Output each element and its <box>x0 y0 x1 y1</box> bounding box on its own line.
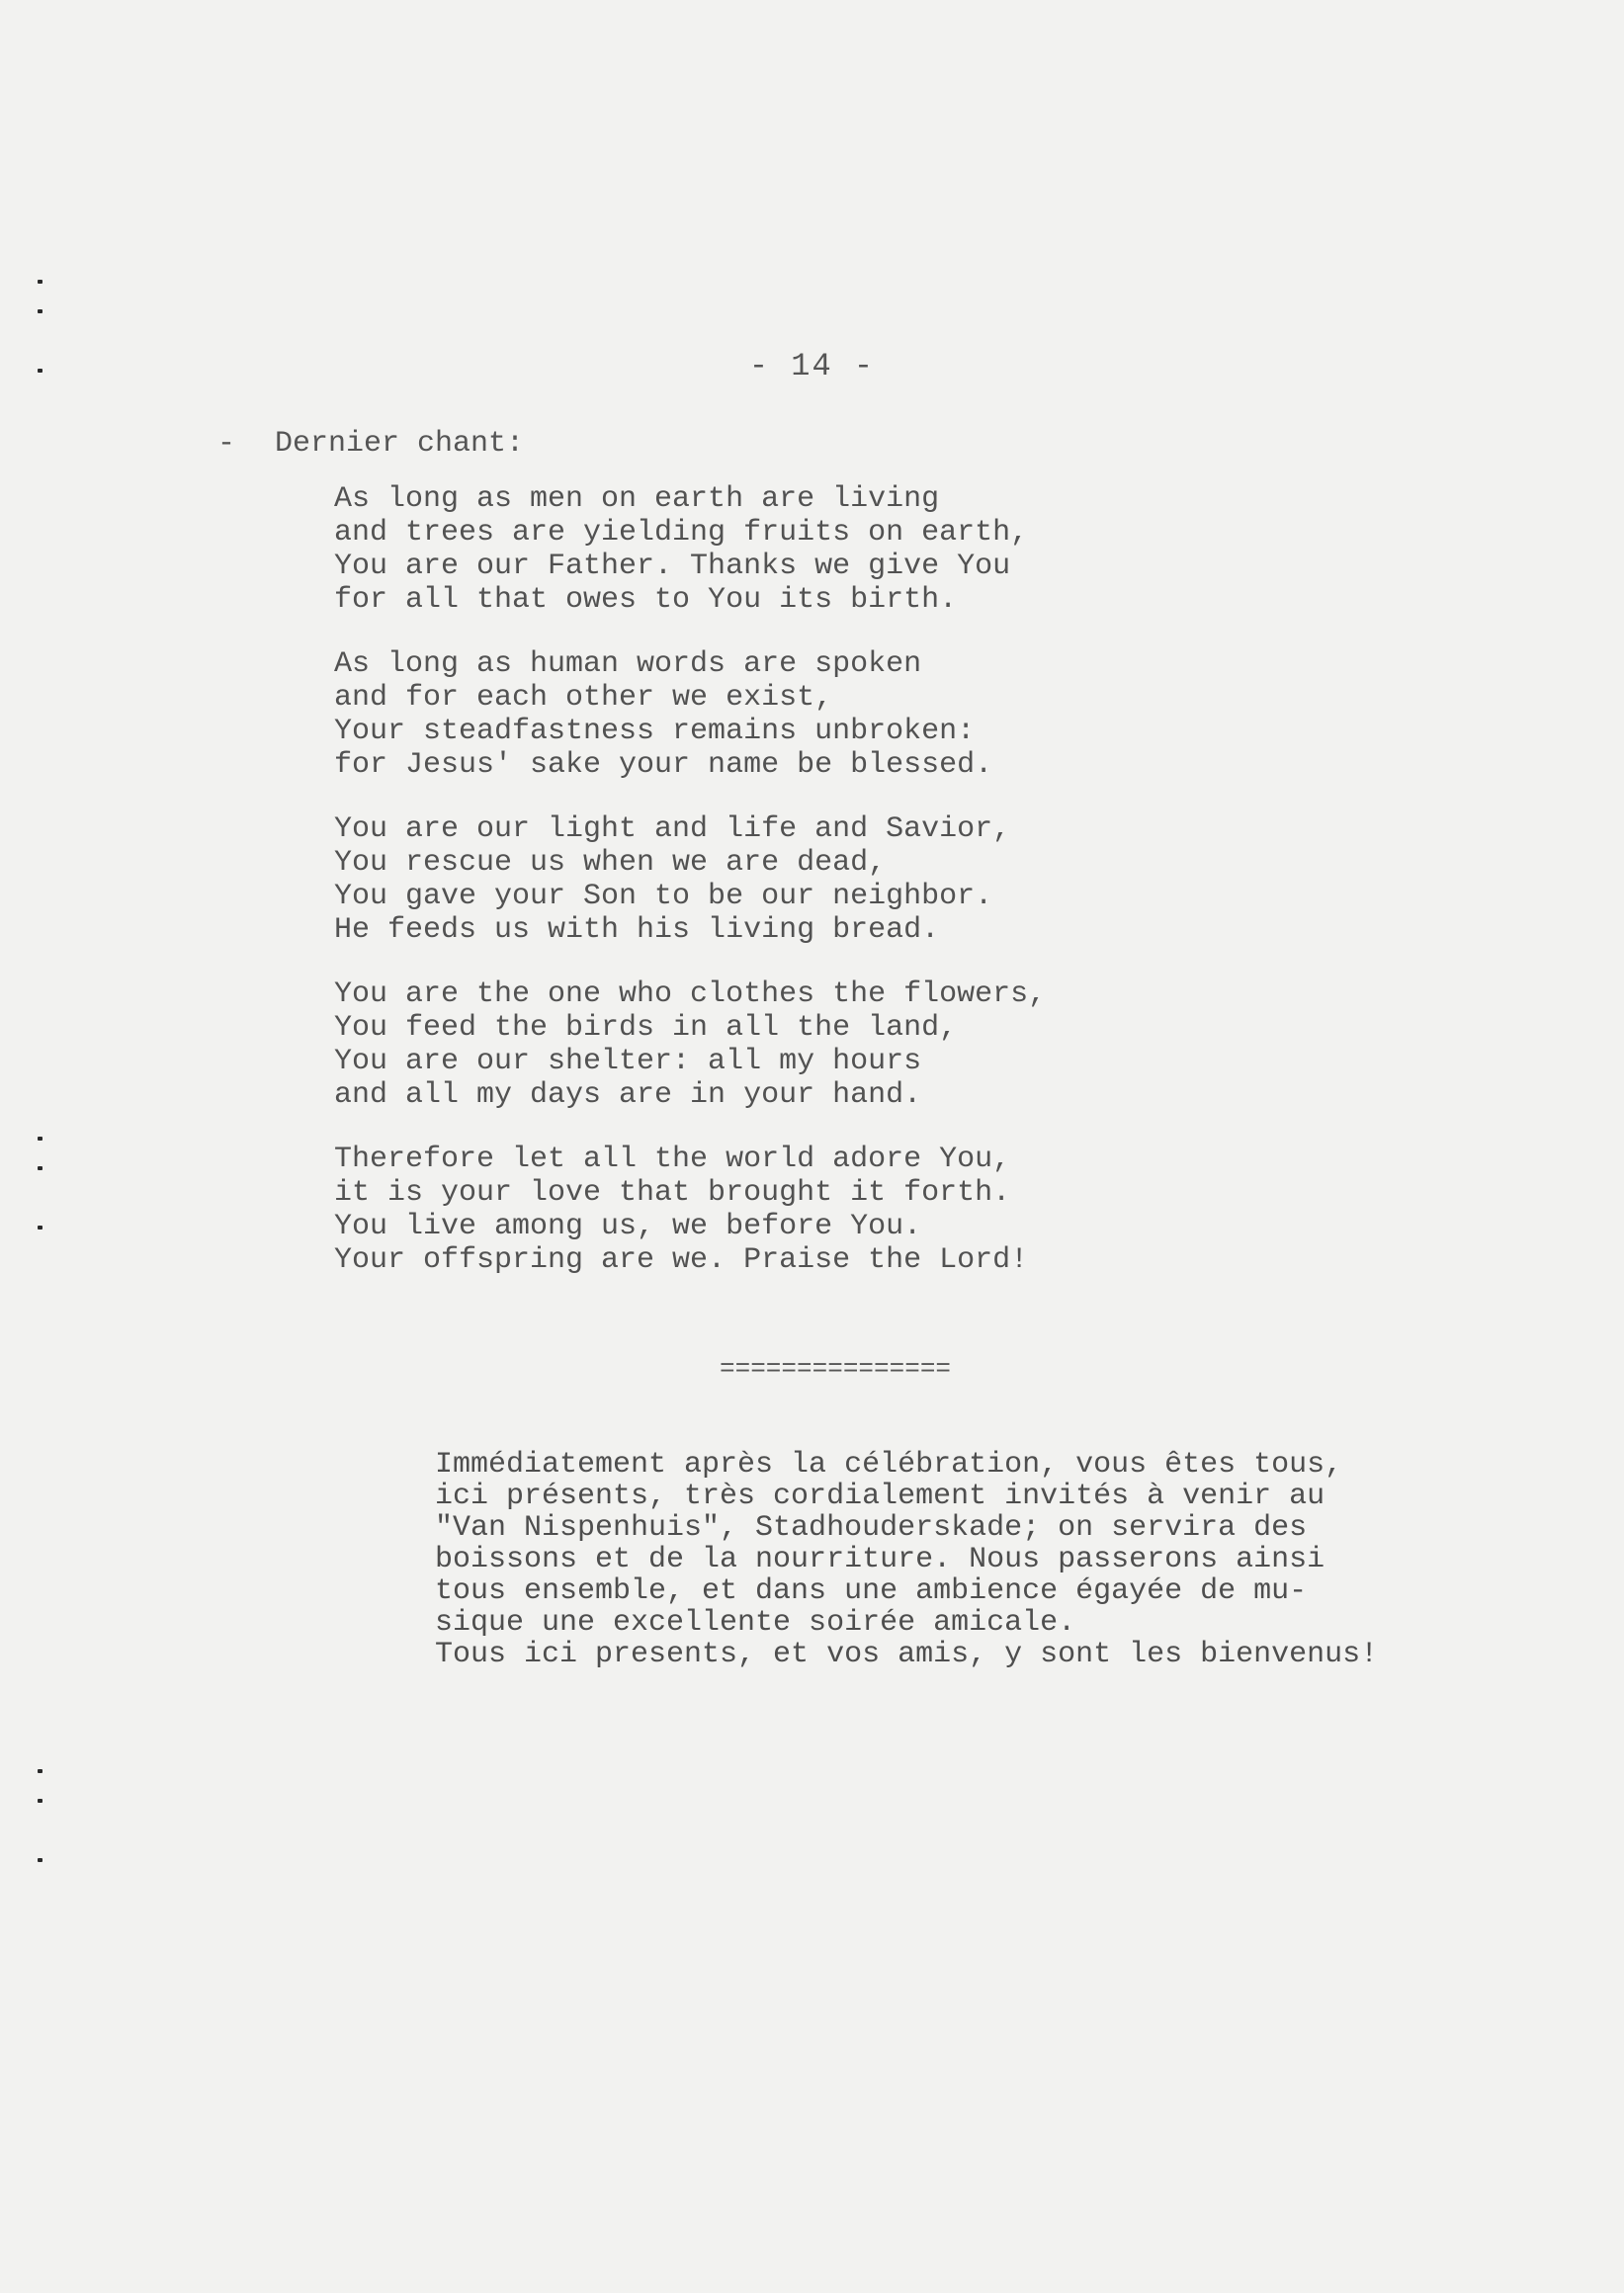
margin-mark <box>38 1137 43 1141</box>
poem-line: Your steadfastness remains unbroken: <box>334 715 976 748</box>
poem-stanza <box>334 647 1323 782</box>
announcement-paragraph <box>435 1449 1572 1670</box>
poem-stanza <box>334 977 1323 1112</box>
poem-line: You rescue us when we are dead, <box>334 846 887 880</box>
poem-line: As long as human words are spoken <box>334 647 922 681</box>
poem-line: and all my days are in your hand. <box>334 1078 922 1112</box>
poem-line: You feed the birds in all the land, <box>334 1011 958 1045</box>
poem-stanza <box>334 812 1323 947</box>
margin-mark <box>38 1858 43 1862</box>
poem-line: Your offspring are we. Praise the Lord! <box>334 1243 1029 1277</box>
poem-line: for Jesus' sake your name be blessed. <box>334 748 993 782</box>
margin-mark <box>38 280 43 284</box>
poem-line: He feeds us with his living bread. <box>334 913 940 947</box>
poem-line: and for each other we exist, <box>334 681 833 715</box>
announcement-line: tous ensemble, et dans une ambience égayée de mu- <box>435 1574 1308 1608</box>
announcement-line: boissons et de la nourriture. Nous passerons ainsi <box>435 1543 1325 1576</box>
poem-line: You are our shelter: all my hours <box>334 1045 922 1078</box>
poem-line: for all that owes to You its birth. <box>334 583 958 617</box>
poem-line: and trees are yielding fruits on earth, <box>334 516 1029 550</box>
poem-stanza <box>334 1143 1323 1277</box>
poem-line: As long as men on earth are living <box>334 482 940 516</box>
margin-mark <box>38 1166 43 1170</box>
page-number: - 14 - <box>748 348 876 384</box>
announcement-line: ici présents, très cordialement invités à venir au <box>435 1480 1325 1513</box>
section-heading: Dernier chant: <box>275 427 525 461</box>
margin-mark <box>38 1799 43 1803</box>
poem-line: You gave your Son to be our neighbor. <box>334 880 993 913</box>
margin-mark <box>38 1769 43 1773</box>
poem-line: Therefore let all the world adore You, <box>334 1143 1011 1176</box>
poem-line: it is your love that brought it forth. <box>334 1176 1011 1210</box>
poem-line: You live among us, we before You. <box>334 1210 922 1243</box>
poem <box>334 482 1323 1308</box>
poem-line: You are our Father. Thanks we give You <box>334 550 1011 583</box>
announcement-line: sique une excellente soirée amicale. <box>435 1606 1076 1640</box>
separator-line: =============== <box>720 1354 952 1384</box>
margin-mark <box>38 1226 43 1230</box>
margin-mark <box>38 309 43 313</box>
poem-stanza <box>334 482 1323 617</box>
announcement-line: "Van Nispenhuis", Stadhouderskade; on servira des <box>435 1511 1308 1545</box>
section-dash: - <box>217 427 236 461</box>
poem-line: You are the one who clothes the flowers, <box>334 977 1047 1011</box>
announcement-line: Immédiatement après la célébration, vous êtes tous, <box>435 1448 1343 1482</box>
poem-line: You are our light and life and Savior, <box>334 812 1011 846</box>
announcement-line: Tous ici presents, et vos amis, y sont les bienvenus! <box>435 1638 1379 1671</box>
